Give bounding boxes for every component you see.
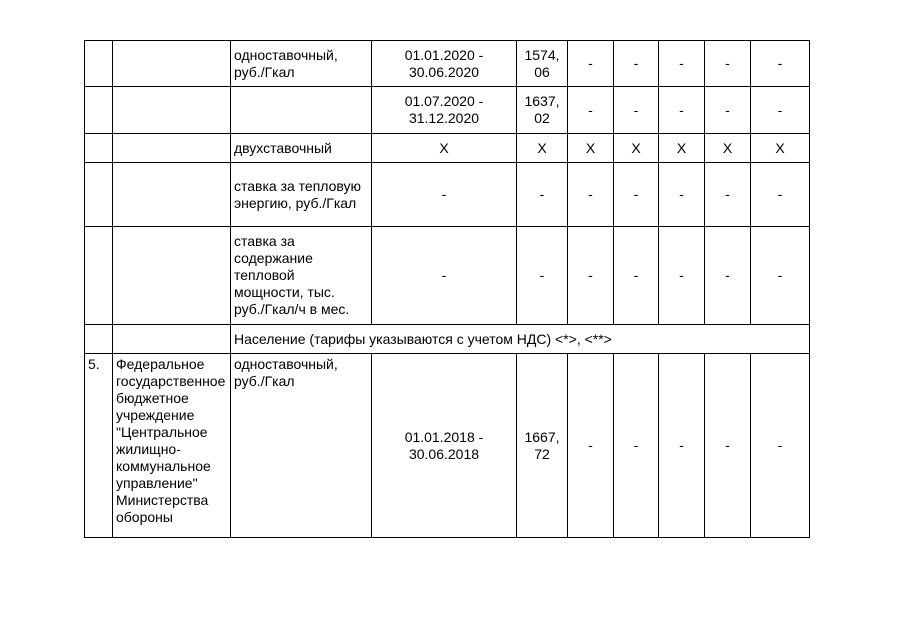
value-cell: -	[614, 87, 659, 134]
period-cell: 01.01.2020 - 30.06.2020	[372, 41, 517, 87]
value-cell: -	[705, 227, 751, 325]
row-number-cell	[85, 227, 113, 325]
tariff-value-cell: 1637, 02	[517, 87, 568, 134]
table-row	[85, 41, 810, 87]
organization-cell	[113, 325, 231, 354]
value-cell: -	[568, 163, 614, 227]
population-heading: Население (тарифы указываются с учетом НДС) <*>, <**>	[231, 325, 810, 354]
value-cell: -	[614, 41, 659, 87]
value-cell: -	[705, 354, 751, 538]
table-row	[85, 134, 810, 163]
value-cell: X	[705, 134, 751, 163]
tariff-type-cell: двухставочный	[231, 134, 372, 163]
period-cell: -	[372, 163, 517, 227]
organization-cell	[113, 87, 231, 134]
organization-cell	[113, 41, 231, 87]
tariff-type-cell: одноставочный, руб./Гкал	[231, 354, 372, 538]
value-cell: -	[751, 354, 810, 538]
organization-cell	[113, 163, 231, 227]
period-cell: X	[372, 134, 517, 163]
tariff-type-cell: ставка за содержание тепловой мощности, тыс. руб./Гкал/ч в мес.	[231, 227, 372, 325]
value-cell: -	[568, 354, 614, 538]
value-cell: -	[568, 41, 614, 87]
row-number-cell	[85, 163, 113, 227]
value-cell: X	[751, 134, 810, 163]
table-row	[85, 227, 810, 325]
value-cell: -	[705, 163, 751, 227]
row-number-cell	[85, 87, 113, 134]
tariff-table	[84, 40, 810, 538]
value-cell: -	[659, 87, 705, 134]
value-cell: -	[705, 87, 751, 134]
row-number-cell	[85, 325, 113, 354]
organization-cell: Федеральное государственное бюджетное учреждение "Центральное жилищно-коммунальное управление" Министерства обороны	[113, 354, 231, 538]
value-cell: X	[614, 134, 659, 163]
value-cell: -	[659, 354, 705, 538]
tariff-type-cell	[231, 87, 372, 134]
row-number-cell	[85, 134, 113, 163]
period-cell: 01.01.2018 - 30.06.2018	[372, 354, 517, 538]
population-row	[85, 325, 810, 354]
table-row	[85, 354, 810, 538]
value-cell: -	[751, 87, 810, 134]
table-row	[85, 87, 810, 134]
period-cell: -	[372, 227, 517, 325]
row-number-cell	[85, 41, 113, 87]
value-cell: -	[705, 41, 751, 87]
value-cell: -	[751, 163, 810, 227]
row-number-cell: 5.	[85, 354, 113, 538]
value-cell: -	[614, 163, 659, 227]
value-cell: -	[751, 41, 810, 87]
value-cell: X	[568, 134, 614, 163]
value-cell: -	[659, 163, 705, 227]
value-cell: X	[659, 134, 705, 163]
value-cell: -	[659, 227, 705, 325]
table-row	[85, 163, 810, 227]
organization-cell	[113, 134, 231, 163]
value-cell: -	[751, 227, 810, 325]
tariff-type-cell: одноставочный, руб./Гкал	[231, 41, 372, 87]
value-cell: -	[614, 354, 659, 538]
tariff-value-cell: 1667, 72	[517, 354, 568, 538]
organization-cell	[113, 227, 231, 325]
tariff-value-cell: -	[517, 227, 568, 325]
tariff-value-cell: X	[517, 134, 568, 163]
value-cell: -	[614, 227, 659, 325]
value-cell: -	[568, 227, 614, 325]
tariff-value-cell: -	[517, 163, 568, 227]
tariff-value-cell: 1574, 06	[517, 41, 568, 87]
value-cell: -	[568, 87, 614, 134]
value-cell: -	[659, 41, 705, 87]
tariff-type-cell: ставка за тепловую энергию, руб./Гкал	[231, 163, 372, 227]
period-cell: 01.07.2020 - 31.12.2020	[372, 87, 517, 134]
